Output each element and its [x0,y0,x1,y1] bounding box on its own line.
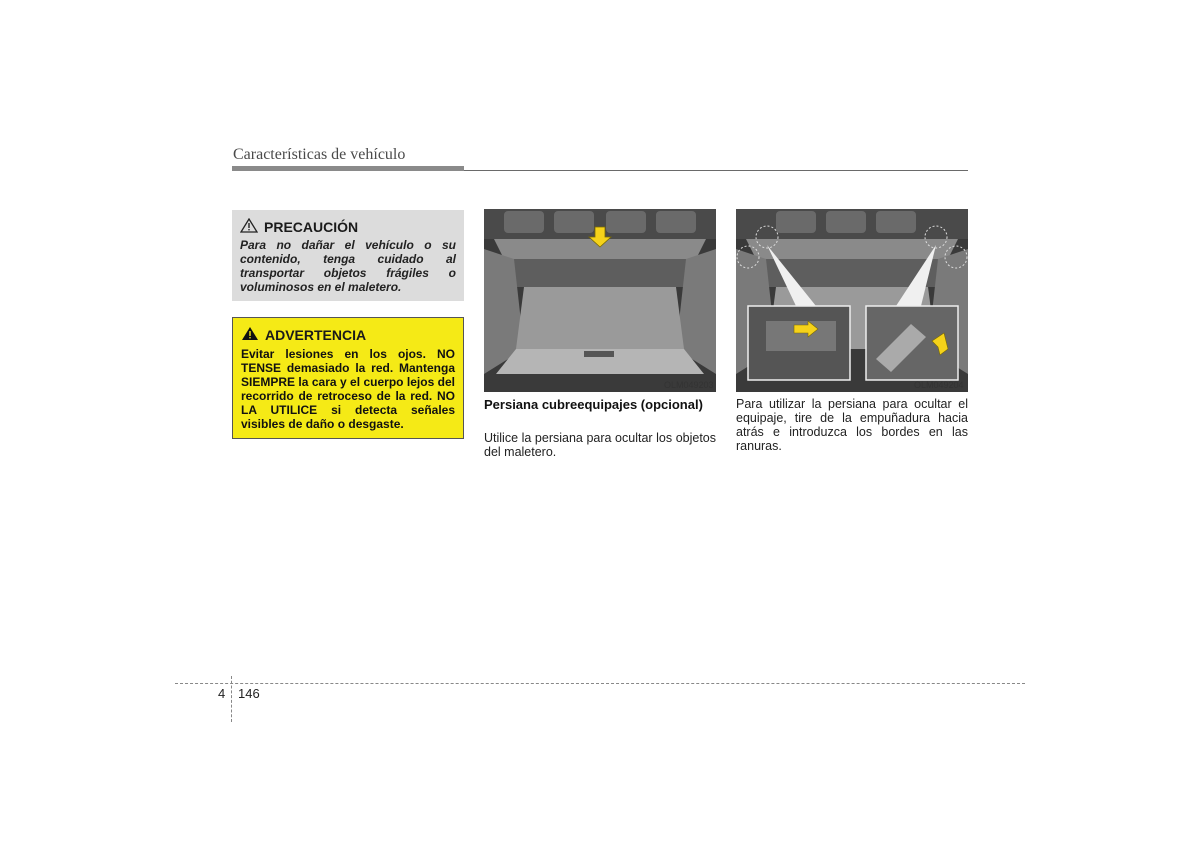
warning-heading [241,326,455,344]
page-number: 146 [238,686,260,701]
warning-text: Evitar lesiones en los ojos. NO TENSE demasiado la red. Mantenga SIEMPRE la cara y el cuerpo lejos del recorrido de retroceso de la red. NO LA UTILICE si detecta señales visibles de daño o desgaste. [241,347,455,431]
section-paragraph-2: Para utilizar la persiana para ocultar el equipaje, tire de la empuñadura hacia atrás e introduzca los bordes en las ranuras. [736,397,968,453]
header-rule-thick [232,166,464,171]
header-rule-thin [464,170,968,171]
warning-triangle-icon [241,326,259,344]
cargo-cover-slots-figure [736,209,968,392]
caution-box [232,210,464,301]
cargo-cover-figure [484,209,716,392]
caution-heading [240,218,456,236]
figure-code-1: OLM049203 [664,380,714,390]
section-title: Persiana cubreequipajes (opcional) [484,397,703,412]
section-paragraph-1: Utilice la persiana para ocultar los objetos del maletero. [484,431,716,459]
caution-title: PRECAUCIÓN [264,219,359,235]
page-header-title: Características de vehículo [233,146,406,163]
warning-title: ADVERTENCIA [265,327,367,343]
caution-text: Para no dañar el vehículo o su contenido, tenga cuidado al transportar objetos frágiles o voluminosos en el maletero. [240,238,456,294]
caution-triangle-icon [240,218,258,236]
figure-code-2: OLM049204 [914,380,964,390]
warning-box [232,317,464,439]
chapter-number: 4 [218,686,226,701]
footer-rule [175,683,1025,684]
footer-divider [231,676,232,722]
